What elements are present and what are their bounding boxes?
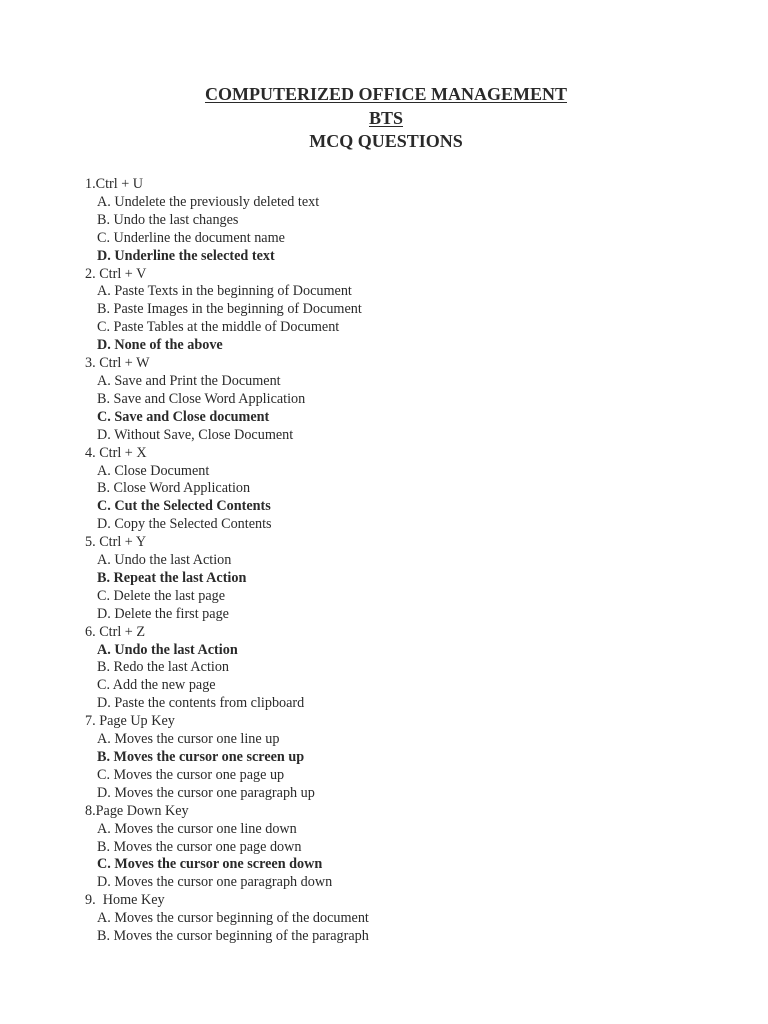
question-block	[85, 624, 705, 714]
question-text: 5. Ctrl + Y	[85, 534, 147, 551]
answer-option: D. Delete the first page	[97, 605, 229, 622]
answer-option: D. Copy the Selected Contents	[97, 516, 272, 533]
answer-option-correct: D. None of the above	[97, 337, 223, 354]
answer-option: B. Close Word Application	[97, 480, 251, 497]
question-block	[85, 803, 705, 893]
answer-option: C. Add the new page	[97, 677, 216, 694]
question-block	[85, 355, 705, 445]
answer-option-correct: C. Cut the Selected Contents	[97, 498, 271, 515]
answer-option: B. Redo the last Action	[97, 659, 230, 676]
answer-option: B. Paste Images in the beginning of Document	[97, 301, 362, 318]
answer-option: B. Moves the cursor beginning of the paragraph	[97, 928, 369, 945]
question-block	[85, 445, 705, 535]
answer-option: D. Moves the cursor one paragraph down	[97, 874, 333, 891]
question-block	[85, 713, 705, 803]
answer-option-correct: C. Moves the cursor one screen down	[97, 856, 323, 873]
question-text: 9. Home Key	[85, 892, 165, 909]
answer-option: C. Paste Tables at the middle of Document	[97, 319, 340, 336]
question-text: 1.Ctrl + U	[85, 176, 144, 192]
question-text: 8.Page Down Key	[85, 802, 189, 819]
answer-option-correct: D. Underline the selected text	[97, 247, 275, 264]
question-text: 3. Ctrl + W	[85, 355, 150, 372]
answer-option: D. Without Save, Close Document	[97, 426, 294, 443]
answer-option: B. Undo the last changes	[97, 211, 239, 228]
question-text: 2. Ctrl + V	[85, 265, 147, 282]
question-text: 4. Ctrl + X	[85, 444, 147, 461]
answer-option: C. Underline the document name	[97, 229, 285, 246]
document-header	[0, 83, 768, 154]
question-block	[85, 534, 705, 624]
answer-option: A. Moves the cursor one line up	[97, 731, 280, 748]
answer-option: D. Moves the cursor one paragraph up	[97, 784, 315, 801]
question-block	[85, 176, 705, 266]
answer-option: A. Undo the last Action	[97, 552, 232, 569]
question-block	[85, 892, 705, 946]
document-title: COMPUTERIZED OFFICE MANAGEMENT	[204, 84, 567, 104]
answer-option: B. Save and Close Word Application	[97, 390, 306, 407]
question-text: 6. Ctrl + Z	[85, 623, 146, 640]
answer-option: A. Paste Texts in the beginning of Document	[97, 283, 352, 300]
answer-option: B. Moves the cursor one page down	[97, 838, 302, 855]
answer-option-correct: C. Save and Close document	[97, 408, 270, 425]
answer-option: A. Close Document	[97, 462, 210, 479]
answer-option-correct: B. Moves the cursor one screen up	[97, 749, 305, 765]
question-list	[85, 176, 705, 946]
answer-option: C. Delete the last page	[97, 587, 226, 604]
answer-option: C. Moves the cursor one page up	[97, 766, 285, 783]
answer-option: A. Moves the cursor beginning of the document	[97, 910, 369, 927]
answer-option: A. Save and Print the Document	[97, 372, 281, 389]
question-text: 7. Page Up Key	[85, 713, 175, 730]
answer-option-correct: B. Repeat the last Action	[97, 569, 247, 586]
question-block	[85, 266, 705, 356]
answer-option: A. Moves the cursor one line down	[97, 820, 297, 837]
answer-option-correct: A. Undo the last Action	[97, 641, 238, 658]
document-subtitle: BTS	[368, 107, 404, 128]
answer-option: D. Paste the contents from clipboard	[97, 695, 305, 712]
section-heading: MCQ QUESTIONS	[309, 131, 463, 151]
answer-option: A. Undelete the previously deleted text	[97, 193, 320, 210]
